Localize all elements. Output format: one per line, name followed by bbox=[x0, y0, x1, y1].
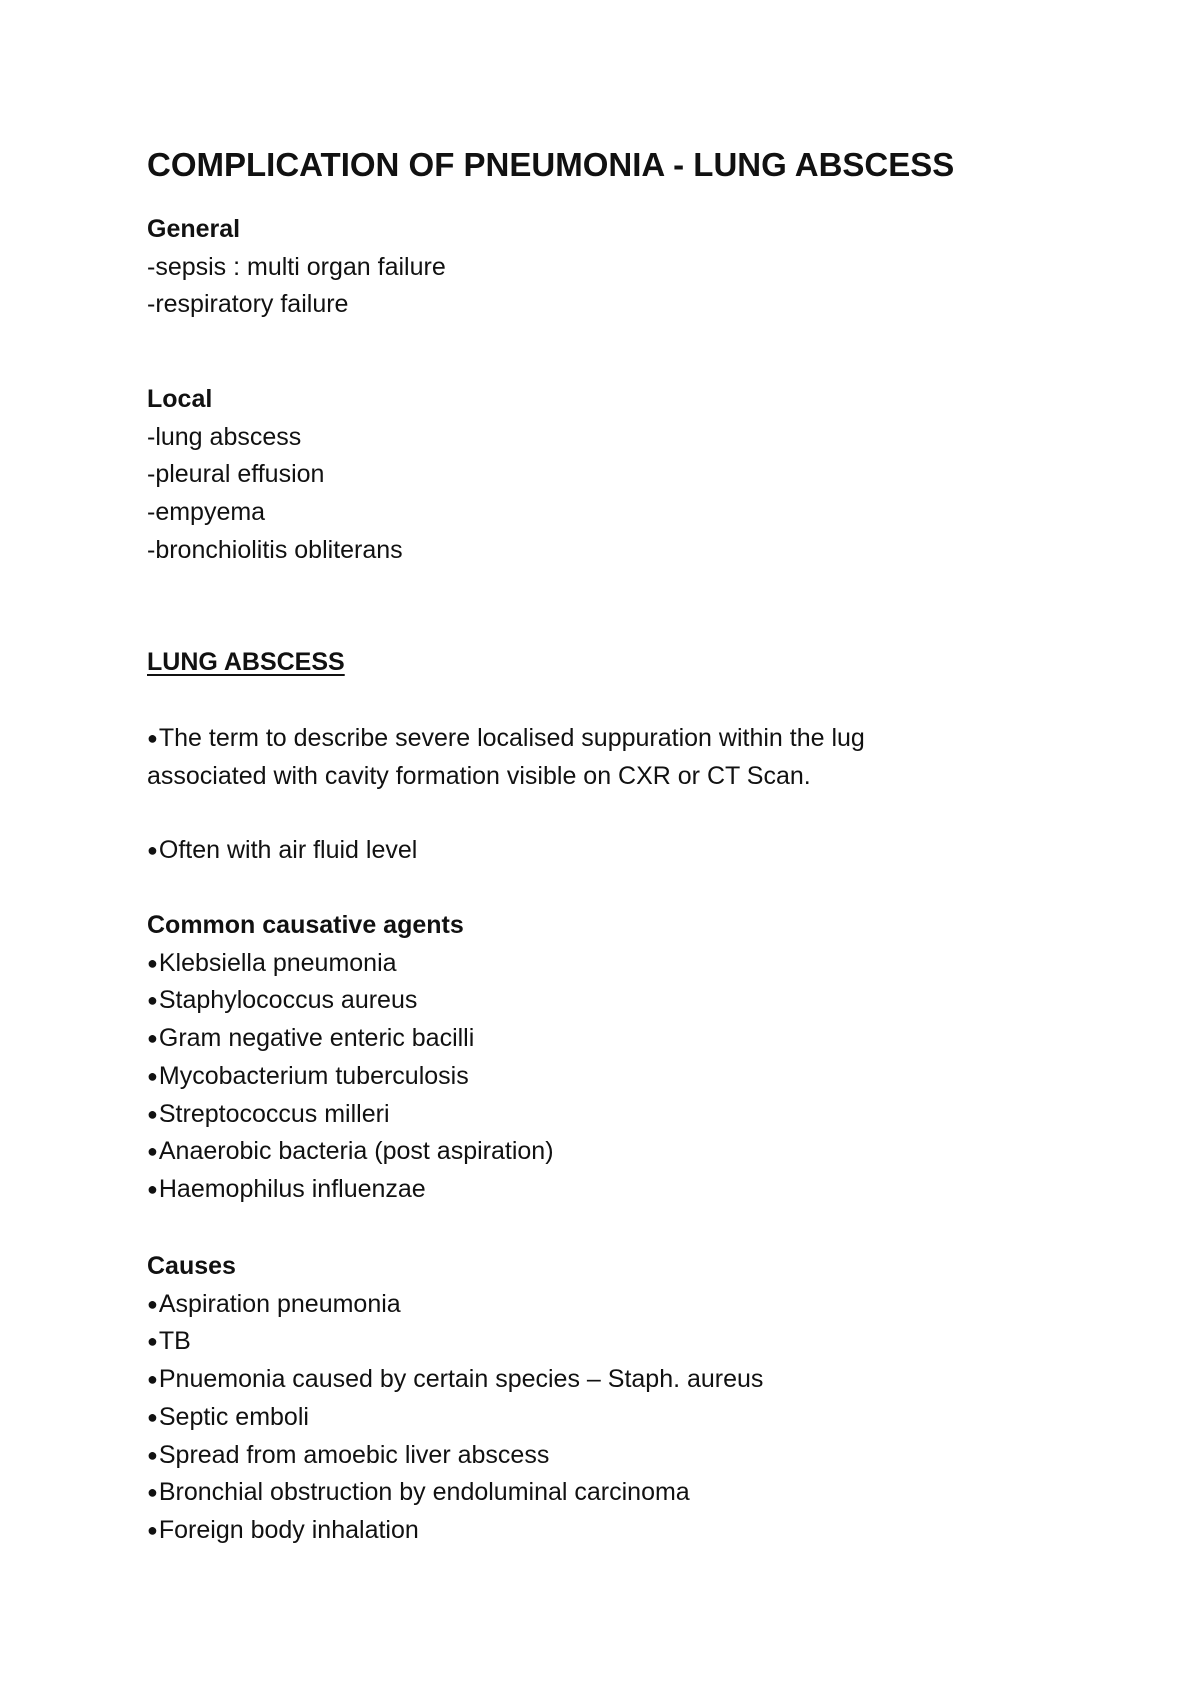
bullet-icon: ● bbox=[147, 1141, 158, 1162]
bullet-icon: ● bbox=[147, 990, 158, 1011]
agents-section bbox=[147, 907, 1107, 1209]
local-item: -empyema bbox=[147, 498, 266, 527]
local-heading: Local bbox=[147, 385, 213, 413]
air-fluid-note bbox=[147, 832, 1107, 870]
bullet-icon: ● bbox=[147, 1103, 158, 1124]
bullet-icon: ● bbox=[147, 952, 158, 973]
general-section bbox=[147, 211, 1107, 324]
lung-abscess-section bbox=[147, 644, 1107, 682]
agents-heading: Common causative agents bbox=[147, 911, 464, 939]
list-item: ●Pnuemonia caused by certain species – Staph. aureus bbox=[147, 1361, 1107, 1399]
bullet-icon: ● bbox=[147, 1178, 158, 1199]
staph-aureus-text: Staph. aureus bbox=[607, 1365, 764, 1394]
definition-paragraph bbox=[147, 720, 1107, 795]
definition-line-1: The term to describe severe localised suppuration within the lug bbox=[158, 724, 865, 752]
air-fluid-note-text: Often with air fluid level bbox=[158, 836, 418, 864]
causes-heading: Causes bbox=[147, 1252, 236, 1280]
list-item: ●TB bbox=[147, 1323, 1107, 1361]
list-item: ●Streptococcus milleri bbox=[147, 1096, 1107, 1134]
bullet-icon: ● bbox=[147, 1369, 158, 1390]
bullet-icon: ● bbox=[147, 1482, 158, 1503]
document-title: COMPLICATION OF PNEUMONIA - LUNG ABSCESS bbox=[147, 146, 955, 183]
bullet-icon: ● bbox=[147, 1406, 158, 1427]
list-item: ●Aspiration pneumonia bbox=[147, 1286, 1107, 1324]
list-item: ●Staphylococcus aureus bbox=[147, 982, 1107, 1020]
definition-line-2: associated with cavity formation visible on CXR or CT Scan. bbox=[147, 761, 811, 790]
list-item: ●Mycobacterium tuberculosis bbox=[147, 1058, 1107, 1096]
list-item: ●Anaerobic bacteria (post aspiration) bbox=[147, 1133, 1107, 1171]
bullet-icon: ● bbox=[147, 1293, 158, 1314]
local-item: -bronchiolitis obliterans bbox=[147, 535, 403, 564]
general-item: -sepsis : multi organ failure bbox=[147, 252, 446, 281]
bullet-icon: ● bbox=[147, 1065, 158, 1086]
bullet-icon: ● bbox=[147, 1028, 158, 1049]
bullet-icon: ● bbox=[147, 1519, 158, 1540]
causes-section bbox=[147, 1248, 1107, 1550]
local-item: -pleural effusion bbox=[147, 460, 325, 489]
general-item: -respiratory failure bbox=[147, 290, 349, 319]
bullet-icon: ● bbox=[147, 728, 158, 748]
list-item: ●Bronchial obstruction by endoluminal carcinoma bbox=[147, 1474, 1107, 1512]
list-item: ●Foreign body inhalation bbox=[147, 1512, 1107, 1550]
local-item: -lung abscess bbox=[147, 422, 302, 451]
bullet-icon: ● bbox=[147, 1444, 158, 1465]
list-item: ●Haemophilus influenzae bbox=[147, 1171, 1107, 1209]
general-heading: General bbox=[147, 215, 241, 243]
bullet-icon: ● bbox=[147, 840, 158, 860]
list-item: ●Spread from amoebic liver abscess bbox=[147, 1437, 1107, 1475]
bullet-icon: ● bbox=[147, 1331, 158, 1352]
list-item: ●Septic emboli bbox=[147, 1399, 1107, 1437]
local-section bbox=[147, 381, 1107, 570]
lung-abscess-heading: LUNG ABSCESS bbox=[147, 648, 345, 676]
list-item: ●Gram negative enteric bacilli bbox=[147, 1020, 1107, 1058]
list-item: ●Klebsiella pneumonia bbox=[147, 945, 1107, 983]
